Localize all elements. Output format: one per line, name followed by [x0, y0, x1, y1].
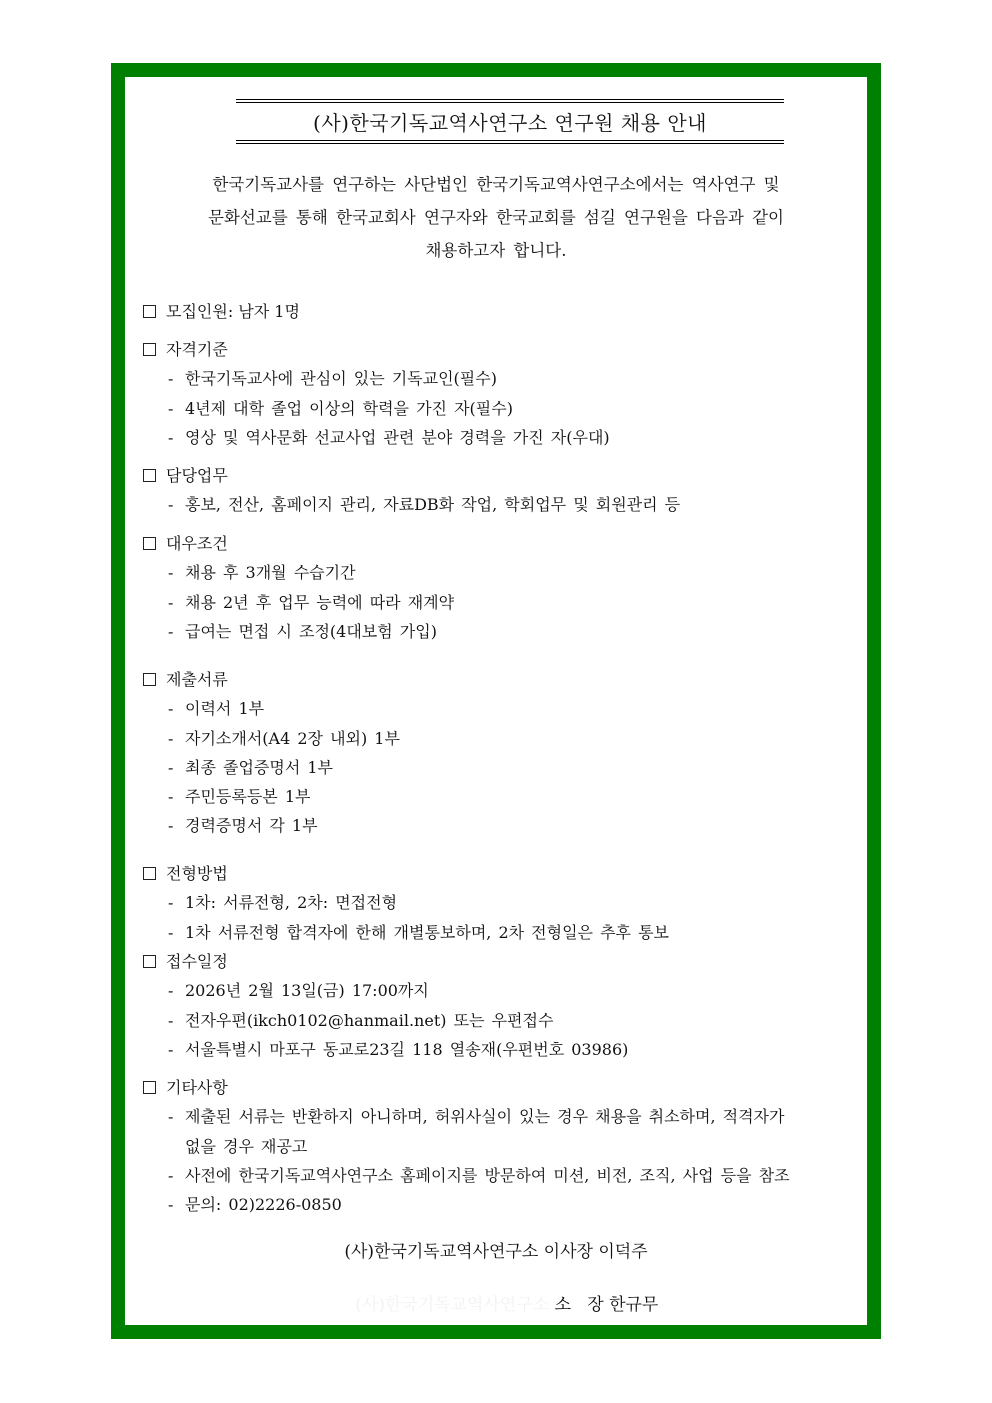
list-item: - 영상 및 역사문화 선교사업 관련 분야 경력을 가진 자(우대) — [168, 427, 610, 447]
signature-director: (사)한국기독교역사연구소 소 장 한규무 — [355, 1295, 659, 1315]
list-item: - 급여는 면접 시 조정(4대보험 가입) — [168, 621, 437, 641]
title-box — [236, 99, 784, 144]
list-item: - 1차 서류전형 합격자에 한해 개별통보하며, 2차 전형일은 추후 통보 — [168, 922, 669, 942]
section-other — [143, 1073, 790, 1219]
list-item: - 4년제 대학 졸업 이상의 학력을 가진 자(필수) — [168, 398, 513, 418]
checkbox-square-icon — [143, 343, 156, 356]
list-item: - 이력서 1부 — [168, 699, 265, 719]
list-item: - 홍보, 전산, 홈페이지 관리, 자료DB화 작업, 학회업무 및 회원관리 등 — [168, 495, 681, 515]
intro-line: 한국기독교사를 연구하는 사단법인 한국기독교역사연구소에서는 역사연구 및 — [212, 175, 780, 194]
list-item: - 경력증명서 각 1부 — [168, 816, 318, 836]
list-item: - 사전에 한국기독교역사연구소 홈페이지를 방문하여 미션, 비전, 조직, 사업 등을 참조 — [168, 1165, 790, 1185]
document-title: (사)한국기독교역사연구소 연구원 채용 안내 — [313, 111, 707, 135]
checkbox-square-icon — [143, 1081, 156, 1094]
section-recruitment — [143, 297, 300, 326]
intro-line: 채용하고자 합니다. — [425, 241, 567, 260]
section-heading: 접수일정 — [166, 952, 228, 971]
section-heading: 자격기준 — [166, 340, 228, 359]
list-item: - 2026년 2월 13일(금) 17:00까지 — [168, 981, 429, 1001]
list-item: - 채용 2년 후 업무 능력에 따라 재계약 — [168, 592, 455, 612]
section-heading: 담당업무 — [166, 466, 228, 485]
email-link[interactable]: 전자우편(ikch0102@hanmail.net) 또는 우편접수 — [185, 1010, 554, 1030]
list-item: - 자기소개서(A4 2장 내외) 1부 — [168, 728, 400, 748]
section-heading: 제출서류 — [166, 670, 228, 689]
checkbox-square-icon — [143, 537, 156, 550]
checkbox-square-icon — [143, 305, 156, 318]
section-heading: 전형방법 — [166, 864, 228, 883]
checkbox-square-icon — [143, 673, 156, 686]
checkbox-square-icon — [143, 867, 156, 880]
list-item: - 전자우편(ikch0102@hanmail.net) 또는 우편접수 — [168, 1010, 554, 1030]
section-schedule — [143, 947, 628, 1064]
list-item: - 1차: 서류전형, 2차: 면접전형 — [168, 893, 398, 913]
list-item: - 주민등록등본 1부 — [168, 787, 311, 807]
section-conditions — [143, 529, 454, 646]
list-item: - 한국기독교사에 관심이 있는 기독교인(필수) — [168, 369, 497, 389]
signature-chairman: (사)한국기독교역사연구소 이사장 이덕주 — [344, 1242, 648, 1262]
intro-paragraph — [145, 168, 847, 267]
list-item: - 문의: 02)2226-0850 — [168, 1195, 342, 1215]
checkbox-square-icon — [143, 955, 156, 968]
section-duties — [143, 461, 680, 520]
section-heading: 모집인원: 남자 1명 — [166, 302, 300, 321]
intro-line: 문화선교를 통해 한국교회사 연구자와 한국교회를 섬길 연구원을 다음과 같이 — [207, 208, 784, 227]
list-item: - 채용 후 3개월 수습기간 — [168, 563, 356, 583]
section-heading: 기타사항 — [166, 1078, 228, 1097]
document-frame — [111, 63, 881, 1339]
section-qualifications — [143, 335, 610, 452]
section-documents — [143, 665, 400, 841]
section-heading: 대우조건 — [166, 534, 228, 553]
list-item: - 제출된 서류는 반환하지 아니하며, 허위사실이 있는 경우 채용을 취소하며, 적격자가 — [168, 1107, 785, 1127]
checkbox-square-icon — [143, 469, 156, 482]
list-item: - 최종 졸업증명서 1부 — [168, 757, 333, 777]
list-item-continuation: 없을 경우 재공고 — [185, 1136, 308, 1156]
section-selection — [143, 859, 669, 947]
list-item: - 서울특별시 마포구 동교로23길 118 열송재(우편번호 03986) — [168, 1039, 629, 1059]
